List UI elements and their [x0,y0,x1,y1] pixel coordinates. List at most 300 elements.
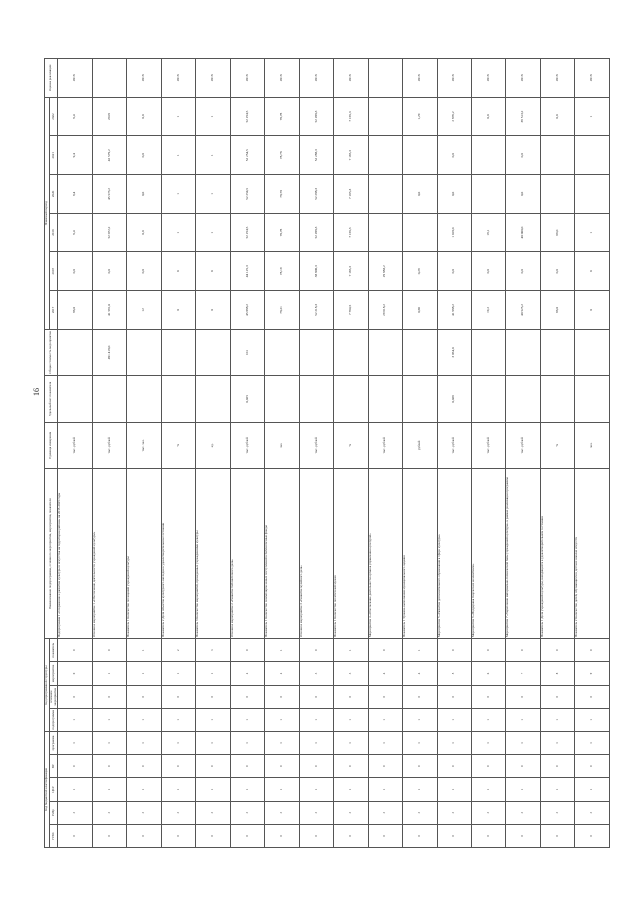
code-cell: 0 [368,755,402,778]
code-cell: 1 [437,778,471,801]
table-row [299,59,333,848]
code-cell: 0 [334,685,368,708]
code-cell: 0 [299,824,333,847]
header-codes: Код бюджетной классификации [45,731,50,847]
code-cell: 0 [506,755,540,778]
cost-cell [540,329,574,375]
value-cell: 2018 [58,59,92,98]
value-cell: 0,0 [437,136,471,175]
code-cell: 0 [265,685,299,708]
cost-cell: 3 054,0 [437,329,471,375]
value-cell: 1 [161,136,195,175]
code-cell: 3 [540,731,574,754]
value-cell: 0,0 [506,252,540,291]
cost-cell [58,329,92,375]
code-cell: 3 [196,639,230,662]
value-cell: 40 000,0 [506,213,540,252]
code-cell: 1 [196,708,230,731]
code-cell: 8 [540,662,574,685]
value-cell: 0 [196,291,230,330]
value-cell: 2018 [230,59,264,98]
value-cell: 9,4 [58,97,92,136]
code-cell: 0 [299,639,333,662]
name-cell: Показатель 2 Количество детей, обучающихся в детских школах искусств [575,468,610,638]
unit-cell: % [540,422,574,468]
code-cell: 3 [196,801,230,824]
value-cell: 78,78 [265,175,299,214]
table-row [334,59,368,848]
value-cell: 7 165,3 [334,213,368,252]
rotated-table-container [44,58,610,848]
code-cell: 0 [472,685,506,708]
table-row [368,59,402,848]
value-cell [368,97,402,136]
code-cell: 0 [437,685,471,708]
code-cell: 0 [575,755,610,778]
unit-cell: тыс. рублей [437,422,471,468]
code-cell: 3 [368,801,402,824]
code-cell: 3 [299,662,333,685]
value-cell: 41 591,0 [92,291,126,330]
value-cell: 1 [161,175,195,214]
value-cell: 52 072,2 [92,213,126,252]
value-cell: 0,0 [127,136,161,175]
code-header: ВР [49,755,58,778]
code-header: основное мероприятие [49,685,58,708]
code-cell: 1 [265,708,299,731]
code-cell: 1 [472,778,506,801]
code-cell: 3 [472,731,506,754]
code-cell: 0 [334,824,368,847]
unit-cell: тыс. рублей [299,422,333,468]
value-cell: 0,0 [92,252,126,291]
value-cell: 1 [196,97,230,136]
unit-cell: ед. [196,422,230,468]
cost-cell [265,329,299,375]
code-cell: 1 [92,662,126,685]
cost-cell [368,329,402,375]
value-cell: 2018 [127,59,161,98]
value-cell: 0,0 [472,97,506,136]
table-row [196,59,230,848]
code-cell: 3 [127,731,161,754]
table-row [575,59,610,848]
code-cell: 1 [161,708,195,731]
value-cell: 52 288,3 [299,175,333,214]
code-cell: 1 [403,778,437,801]
header-name: Наименование подпрограммы, основного мероприятия, мероприятия, показателя [45,468,58,638]
value-cell: 1 [196,213,230,252]
code-cell: 1 [58,778,92,801]
header-cost: Общая стоимость мероприятия [45,329,58,375]
code-cell: 2 [161,639,195,662]
code-cell: 3 [575,801,610,824]
code-header: РзПр [49,801,58,824]
code-cell: 0 [58,662,92,685]
code-cell: 0 [299,755,333,778]
value-cell: 7 165,3 [334,97,368,136]
value-cell [472,136,506,175]
code-cell: 1 [575,778,610,801]
code-header: программа [49,731,58,754]
weight-cell [403,376,437,422]
code-header: показатель [49,639,58,662]
code-cell: 0 [92,639,126,662]
cost-cell [299,329,333,375]
cost-cell [472,329,506,375]
value-cell: 78,78 [265,136,299,175]
code-cell: 0 [196,755,230,778]
header-weight: Удельный вес показателя [45,376,58,422]
value-cell: 78,78 [265,97,299,136]
year-header: 2022 [49,97,58,136]
code-cell: 3 [58,731,92,754]
unit-cell: тыс. рублей [472,422,506,468]
code-cell: 0 [196,685,230,708]
value-cell: 1,29 [403,97,437,136]
code-cell: 0 [92,685,126,708]
code-cell: 3 [403,731,437,754]
table-row [161,59,195,848]
code-cell: 3 [540,801,574,824]
value-cell: 2018 [506,59,540,98]
code-cell: 3 [161,731,195,754]
value-cell [540,175,574,214]
code-cell: 3 [230,731,264,754]
code-cell: 0 [127,755,161,778]
value-cell: 1 018,0 [437,213,471,252]
code-cell: 1 [127,708,161,731]
code-cell: 3 [265,801,299,824]
name-cell: Основное мероприятие 1 «Обеспечение деятельности учреждений культуры» [92,468,126,638]
code-cell: 1 [299,778,333,801]
value-cell: 78,19 [265,252,299,291]
code-cell: 0 [540,685,574,708]
code-cell: 0 [437,824,471,847]
value-cell: 2018 [265,59,299,98]
code-cell: 0 [403,824,437,847]
code-cell: 2 [230,662,264,685]
code-cell: 0 [230,824,264,847]
code-header: ЦСР [49,778,58,801]
value-cell [92,59,126,98]
table-row [58,59,92,848]
code-cell: 1 [196,778,230,801]
unit-cell: % [334,422,368,468]
value-cell: 78,78 [265,213,299,252]
value-cell: 0,0 [472,252,506,291]
year-header: 2020 [49,175,58,214]
value-cell: 2018 [92,97,126,136]
code-cell: 0 [299,685,333,708]
value-cell: 0 [161,291,195,330]
value-cell: 2018 [540,59,574,98]
code-cell: 0 [472,824,506,847]
unit-cell: тыс. рублей [230,422,264,468]
cost-cell [127,329,161,375]
value-cell: 96,0 [58,291,92,330]
value-cell: 0,0 [127,213,161,252]
weight-cell [506,376,540,422]
value-cell: 1 [196,175,230,214]
name-cell: Мероприятие 4 «Обеспечение деятельности органов управления культурой» [368,468,402,638]
value-cell: 42 579,2 [92,136,126,175]
year-header: 2018 [49,252,58,291]
value-cell [368,136,402,175]
code-cell: 0 [161,685,195,708]
value-cell: 41 988,2 [437,291,471,330]
code-cell: 0 [472,639,506,662]
value-cell: 2018 [161,59,195,98]
value-cell [368,59,402,98]
value-cell [403,136,437,175]
value-cell: 66,0 [540,291,574,330]
code-cell: 0 [368,824,402,847]
value-cell: 45 573,2 [92,175,126,214]
weight-cell [540,376,574,422]
code-cell: 0 [506,685,540,708]
value-cell: 1 [161,213,195,252]
code-cell: 0 [161,755,195,778]
value-cell: 29 618,2 [368,291,402,330]
name-cell: Показатель 1 Уровень выполнения муниципального задания [403,468,437,638]
code-cell: 1 [127,639,161,662]
name-cell: Показатель 2 Доля объектов культурного наследия в удовлетворительном состоянии [161,468,195,638]
page-number: 16 [32,388,41,396]
code-cell: 0 [506,639,540,662]
header-unit: Единица измерения [45,422,58,468]
code-cell: 0 [334,755,368,778]
code-cell: 0 [575,824,610,847]
code-cell: 3 [230,801,264,824]
year-header: 2021 [49,136,58,175]
value-cell: 7 764,5 [334,291,368,330]
cost-cell [161,329,195,375]
value-cell: 2018 [196,59,230,98]
value-cell: 0,66 [403,291,437,330]
code-header: мероприятие [49,662,58,685]
code-cell: 1 [334,639,368,662]
value-cell: 0,29 [403,252,437,291]
value-cell: 0,0 [506,136,540,175]
name-cell: Основное мероприятие 3 «Развитие музейного дела» [299,468,333,638]
code-cell: 0 [368,639,402,662]
value-cell: 52 288,3 [299,213,333,252]
table-row [403,59,437,848]
table-row [540,59,574,848]
code-cell: 3 [334,801,368,824]
code-cell: 0 [265,755,299,778]
value-cell: 0,0 [540,252,574,291]
code-cell: 3 [58,801,92,824]
code-cell: 1 [265,778,299,801]
value-cell: 66,0 [540,213,574,252]
value-cell: 52 254,5 [230,175,264,214]
code-cell: 0 [58,639,92,662]
weight-cell [196,376,230,422]
value-cell [368,213,402,252]
value-cell [368,175,402,214]
unit-cell: экз. [265,422,299,468]
code-cell: 1 [265,639,299,662]
weight-cell [127,376,161,422]
value-cell: 0,0 [540,97,574,136]
code-cell: 1 [540,708,574,731]
code-cell: 4 [368,662,402,685]
weight-cell [92,376,126,422]
code-cell: 0 [161,824,195,847]
weight-cell [368,376,402,422]
value-cell: 0 [161,252,195,291]
code-cell: 2 [265,662,299,685]
value-cell: 52 288,3 [299,136,333,175]
value-cell: 52 254,5 [230,97,264,136]
code-cell: 1 [403,708,437,731]
value-cell: 0 [575,252,610,291]
code-header: ГРБС [49,824,58,847]
value-cell: 7 165,3 [334,136,368,175]
value-cell: 2018 [437,59,471,98]
code-cell: 1 [161,778,195,801]
weight-cell [58,376,92,422]
code-cell: 0 [437,755,471,778]
header-program-structure: Код программной структуры [45,639,50,732]
value-cell [575,175,610,214]
unit-cell: % [161,422,195,468]
value-cell: 2018 [299,59,333,98]
cost-cell [506,329,540,375]
header-years: Плановый период [45,97,50,329]
unit-cell: тыс. чел. [127,422,161,468]
code-cell: 1 [368,778,402,801]
year-header: 2017 [49,291,58,330]
name-cell: Основное мероприятие 2 «Развитие библиотечного дела» [230,468,264,638]
value-cell: 0,0 [127,175,161,214]
value-cell: 2018 [334,59,368,98]
value-cell: 7 165,3 [334,175,368,214]
name-cell: Показатель 3 Количество мероприятий, проведенных учреждениями культуры [196,468,230,638]
code-cell: 0 [58,755,92,778]
code-cell: 0 [196,824,230,847]
weight-cell [265,376,299,422]
code-cell: 3 [92,731,126,754]
code-cell: 3 [403,801,437,824]
code-cell: 1 [334,708,368,731]
code-cell: 1 [58,708,92,731]
code-cell: 5 [437,662,471,685]
code-cell: 0 [506,824,540,847]
value-cell: 0 [196,252,230,291]
value-cell: 2018 [575,59,610,98]
code-cell: 0 [437,639,471,662]
code-cell: 3 [196,731,230,754]
value-cell: 2018 [472,59,506,98]
value-cell: 2 876,2 [437,97,471,136]
code-cell: 4 [403,662,437,685]
code-cell: 0 [230,639,264,662]
code-cell: 1 [196,662,230,685]
value-cell: 2018 [403,59,437,98]
value-cell: 29 883,2 [368,252,402,291]
table-row [127,59,161,848]
name-cell: Показатель 1 Количество посетителей музеев [334,468,368,638]
code-cell: 1 [506,778,540,801]
value-cell: 1 [196,136,230,175]
unit-cell: тыс. рублей [506,422,540,468]
code-cell: 0 [230,685,264,708]
value-cell: 52 254,5 [230,213,264,252]
code-cell: 0 [92,755,126,778]
weight-cell [299,376,333,422]
code-cell: 1 [127,662,161,685]
code-cell: 9 [575,662,610,685]
value-cell: 19,1 [472,213,506,252]
cost-cell [575,329,610,375]
code-cell: 1 [437,708,471,731]
code-cell: 1 [127,778,161,801]
code-cell: 0 [127,685,161,708]
table-row [230,59,264,848]
value-cell: 40 525,2 [506,291,540,330]
weight-cell: 0,026 [437,376,471,422]
code-cell: 1 [334,778,368,801]
code-cell: 1 [230,778,264,801]
code-cell: 0 [540,755,574,778]
code-cell: 3 [368,731,402,754]
value-cell: 9,4 [58,213,92,252]
value-cell: 7 165,3 [334,252,368,291]
code-cell: 0 [575,639,610,662]
value-cell: 9,4 [58,136,92,175]
code-cell: 0 [403,685,437,708]
value-cell: 44 125,3 [230,252,264,291]
code-cell: 0 [403,755,437,778]
value-cell: 0,0 [127,252,161,291]
name-cell: Подпрограмма 1 «Сохранение и развитие культуры и искусства на территории района» на 2015-2025 годы [58,468,92,638]
value-cell: 0,0 [58,252,92,291]
name-cell: Показатель 1 Количество посещений учреждений культуры [127,468,161,638]
name-cell: Мероприятие 6 «Поддержка творческих коллективов» [472,468,506,638]
code-cell: 3 [437,801,471,824]
code-cell: 1 [161,662,195,685]
value-cell [472,175,506,214]
table-row [265,59,299,848]
weight-cell: 0,025 [230,376,264,422]
value-cell: 52 254,5 [230,136,264,175]
value-cell: 0,0 [437,252,471,291]
value-cell: 0,0 [506,175,540,214]
code-cell: 6 [472,662,506,685]
value-cell: 78,21 [265,291,299,330]
weight-cell [575,376,610,422]
value-cell: 0,0 [127,97,161,136]
code-cell: 0 [58,824,92,847]
cost-cell: 491 418,0 [92,329,126,375]
code-cell: 0 [540,639,574,662]
value-cell: 38 808,3 [299,252,333,291]
value-cell [575,136,610,175]
code-cell: 3 [299,731,333,754]
value-cell [403,213,437,252]
name-cell: Показатель 1 Количество экземпляров новых поступлений в библиотечные фонды [265,468,299,638]
code-cell: 3 [127,801,161,824]
code-header: подпрограмма [49,708,58,731]
code-cell: 3 [265,731,299,754]
value-cell: 12 [127,291,161,330]
value-cell: 19,2 [472,291,506,330]
table-row [92,59,126,848]
value-cell: 9,4 [58,175,92,214]
